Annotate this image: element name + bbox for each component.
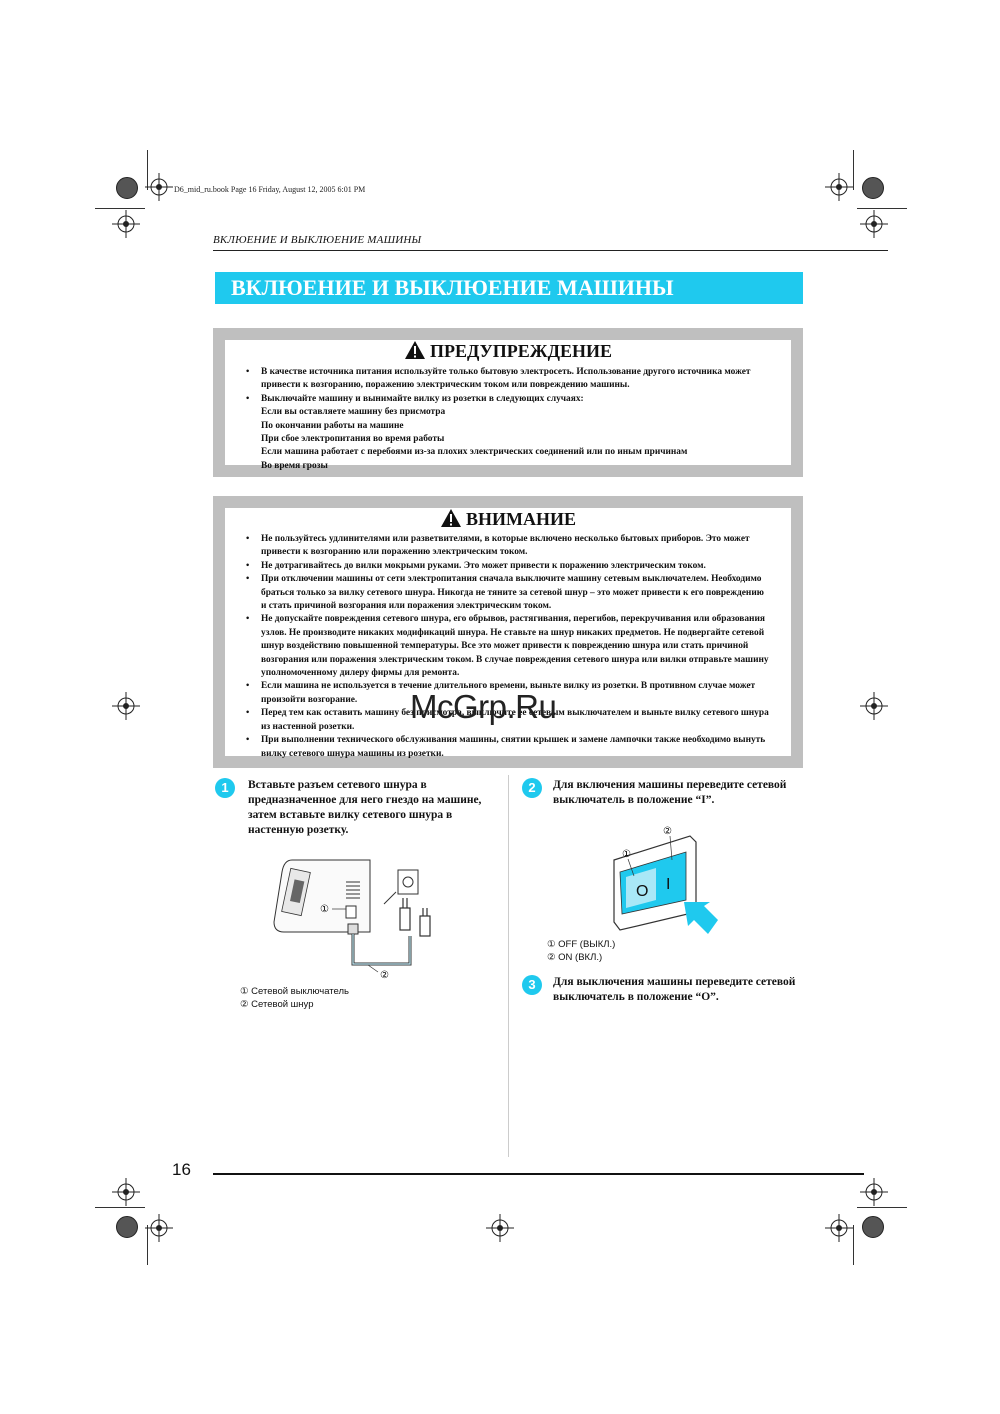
- registration-mark-icon: [825, 173, 853, 201]
- column-divider: [508, 775, 509, 1157]
- warning-triangle-icon: [404, 340, 426, 360]
- fig1-callout-2: ②: [380, 970, 389, 981]
- step-line: затем вставьте вилку сетевого шнура в: [248, 809, 453, 821]
- registration-mark-icon: [860, 692, 888, 720]
- power-cord-connection-illustration: [270, 852, 450, 982]
- running-head: ВКЛЮЕНИЕ И ВЫКЛЮЕНИЕ МАШИНЫ: [213, 234, 422, 246]
- bullet-marker: •: [246, 614, 250, 625]
- registration-mark-icon: [145, 173, 173, 201]
- bullet-line: из настенной розетки.: [261, 721, 355, 732]
- bullet-line: Если машина работает с перебоями из-за плохих электрических соединений или по иным причинам: [261, 447, 688, 458]
- caution-triangle-icon: [440, 508, 462, 528]
- warning-list: [229, 366, 779, 473]
- bullet-marker: •: [246, 735, 250, 746]
- bullet-line: Перед тем как оставить машину без присмотра, выключите ее сетевым выключателем и выньте вилку сетевого шнура: [261, 708, 769, 719]
- watermark: McGrp.Ru: [410, 688, 557, 725]
- file-info: D6_mid_ru.book Page 16 Friday, August 12, 2005 6:01 PM: [174, 185, 366, 194]
- bullet-line: возгорания или поражения электрическим током. В случае повреждения сетевого шнура или вилки отправьте машину: [261, 654, 769, 665]
- registration-dot: [862, 177, 884, 199]
- step-3-text: [553, 975, 795, 1005]
- caution-list: [229, 533, 779, 761]
- legend-item: ① OFF (ВЫКЛ.): [547, 939, 616, 950]
- warning-heading: [225, 340, 791, 362]
- bullet-marker: •: [246, 534, 250, 544]
- bullet-line: Не пользуйтесь удлинителями или разветвителями, в которые включено несколько бытовых приборов. Это может: [261, 534, 750, 544]
- step-line: Вставьте разъем сетевого шнура в: [248, 779, 427, 791]
- registration-mark-icon: [486, 1214, 514, 1242]
- bullet-line: Не дотрагивайтесь до вилки мокрыми руками. Это может привести к поражению электрическим током.: [261, 560, 706, 571]
- step-line: настенную розетку.: [248, 824, 349, 836]
- step-number: 1: [215, 778, 235, 798]
- legend-item: ② Сетевой шнур: [240, 999, 314, 1010]
- bullet-marker: •: [246, 393, 250, 404]
- bullet-line: В качестве источника питания используйте только бытовую электросеть. Использование другого источника может: [261, 367, 751, 377]
- page-number: 16: [172, 1160, 191, 1179]
- bullet-line: привести к возгоранию, поражению электрическим током или повреждению машины.: [261, 380, 630, 391]
- bullet-line: При сбое электропитания во время работы: [261, 434, 445, 445]
- bullet-marker: •: [246, 367, 250, 377]
- registration-dot: [116, 177, 138, 199]
- caution-box: [213, 496, 803, 768]
- bullet-item: [229, 366, 779, 393]
- step-line: Для выключения машины переведите сетевой: [553, 976, 796, 988]
- step-1-text: [248, 778, 481, 838]
- bullet-line: и стать причиной возгорания или поражения электрическим током.: [261, 601, 552, 612]
- registration-mark-icon: [112, 210, 140, 238]
- bullet-item: [229, 393, 779, 473]
- legend-item: ① Сетевой выключатель: [240, 986, 350, 997]
- bullet-line: Выключайте машину и вынимайте вилку из розетки в следующих случаях:: [261, 393, 584, 404]
- bullet-item: [229, 560, 779, 573]
- registration-mark-icon: [112, 692, 140, 720]
- bullet-line: По окончании работы на машине: [261, 420, 404, 431]
- step-2-text: [553, 778, 786, 808]
- power-switch-illustration: [600, 822, 730, 937]
- warning-title: ПРЕДУПРЕЖДЕНИЕ: [429, 341, 612, 361]
- step-number: 3: [522, 975, 542, 995]
- caution-heading: [225, 508, 791, 530]
- bullet-line: При выполнении технического обслуживания машины, снятии крышек и замене лампочки также необходимо вынуть: [261, 735, 766, 746]
- fig2-legend: [547, 938, 615, 964]
- registration-dot: [116, 1216, 138, 1238]
- registration-dot: [862, 1216, 884, 1238]
- registration-mark-icon: [112, 1178, 140, 1206]
- step-number: 2: [522, 778, 542, 798]
- bullet-item: [229, 573, 779, 613]
- legend-item: ② ON (ВКЛ.): [547, 952, 603, 963]
- bullet-line: Если машина не используется в течение длительного времени, выньте вилку из розетки. В противном случае может: [261, 681, 756, 692]
- warning-box: [213, 328, 803, 477]
- bullet-line: Не допускайте повреждения сетевого шнура, его обрывов, растягивания, перегибов, перекручивания или образования: [261, 614, 765, 625]
- fig1-legend: [240, 985, 349, 1011]
- bullet-line: шнур воздействию повышенной температуры. Все это может привести к повреждению шнура или стать причиной: [261, 641, 749, 652]
- step-line: выключатель в положение “O”.: [553, 991, 719, 1003]
- step-line: Для включения машины переведите сетевой: [553, 779, 787, 791]
- bullet-line: браться только за вилку сетевого шнура. Никогда не тяните за сетевой шнур – это может привести к его повреждению: [261, 587, 764, 598]
- bullet-item: [229, 613, 779, 680]
- section-title-bar: [215, 272, 803, 304]
- step-line: выключатель в положение “I”.: [553, 794, 715, 806]
- fig1-callout-1: ①: [320, 904, 329, 915]
- registration-mark-icon: [145, 1214, 173, 1242]
- bullet-line: При отключении машины от сети электропитания сначала выключите машину сетевым выключателем. Необходимо: [261, 574, 762, 585]
- bullet-line: уполномоченному дилеру фирмы для ремонта.: [261, 668, 460, 679]
- bullet-item: [229, 734, 779, 761]
- bullet-line: вилку сетевого шнура машины из розетки.: [261, 748, 444, 759]
- registration-mark-icon: [825, 1214, 853, 1242]
- bullet-marker: •: [246, 708, 250, 719]
- header-rule: [213, 250, 888, 251]
- section-title: ВКЛЮЕНИЕ И ВЫКЛЮЕНИЕ МАШИНЫ: [231, 275, 674, 300]
- bullet-marker: •: [246, 681, 250, 692]
- fig2-callout-2: ②: [663, 826, 672, 837]
- bullet-marker: •: [246, 560, 250, 571]
- bullet-item: [229, 533, 779, 560]
- footer-rule: [213, 1173, 864, 1175]
- on-symbol: I: [666, 876, 671, 893]
- registration-mark-icon: [860, 1178, 888, 1206]
- bullet-line: Во время грозы: [261, 460, 328, 471]
- off-symbol: O: [636, 883, 649, 900]
- bullet-line: произойти возгорание.: [261, 694, 358, 705]
- bullet-marker: •: [246, 574, 250, 585]
- bullet-line: узлов. Не производите никаких модификаций шнура. Не ставьте на шнур никаких предметов. Не подвергайте сетевой: [261, 627, 765, 638]
- bullet-line: Если вы оставляете машину без присмотра: [261, 407, 446, 418]
- step-line: предназначенное для него гнездо на машине,: [248, 794, 482, 806]
- bullet-line: привести к возгоранию или поражению электрическим током.: [261, 547, 528, 558]
- caution-title: ВНИМАНИЕ: [465, 509, 576, 529]
- fig2-callout-1: ①: [622, 849, 631, 860]
- registration-mark-icon: [860, 210, 888, 238]
